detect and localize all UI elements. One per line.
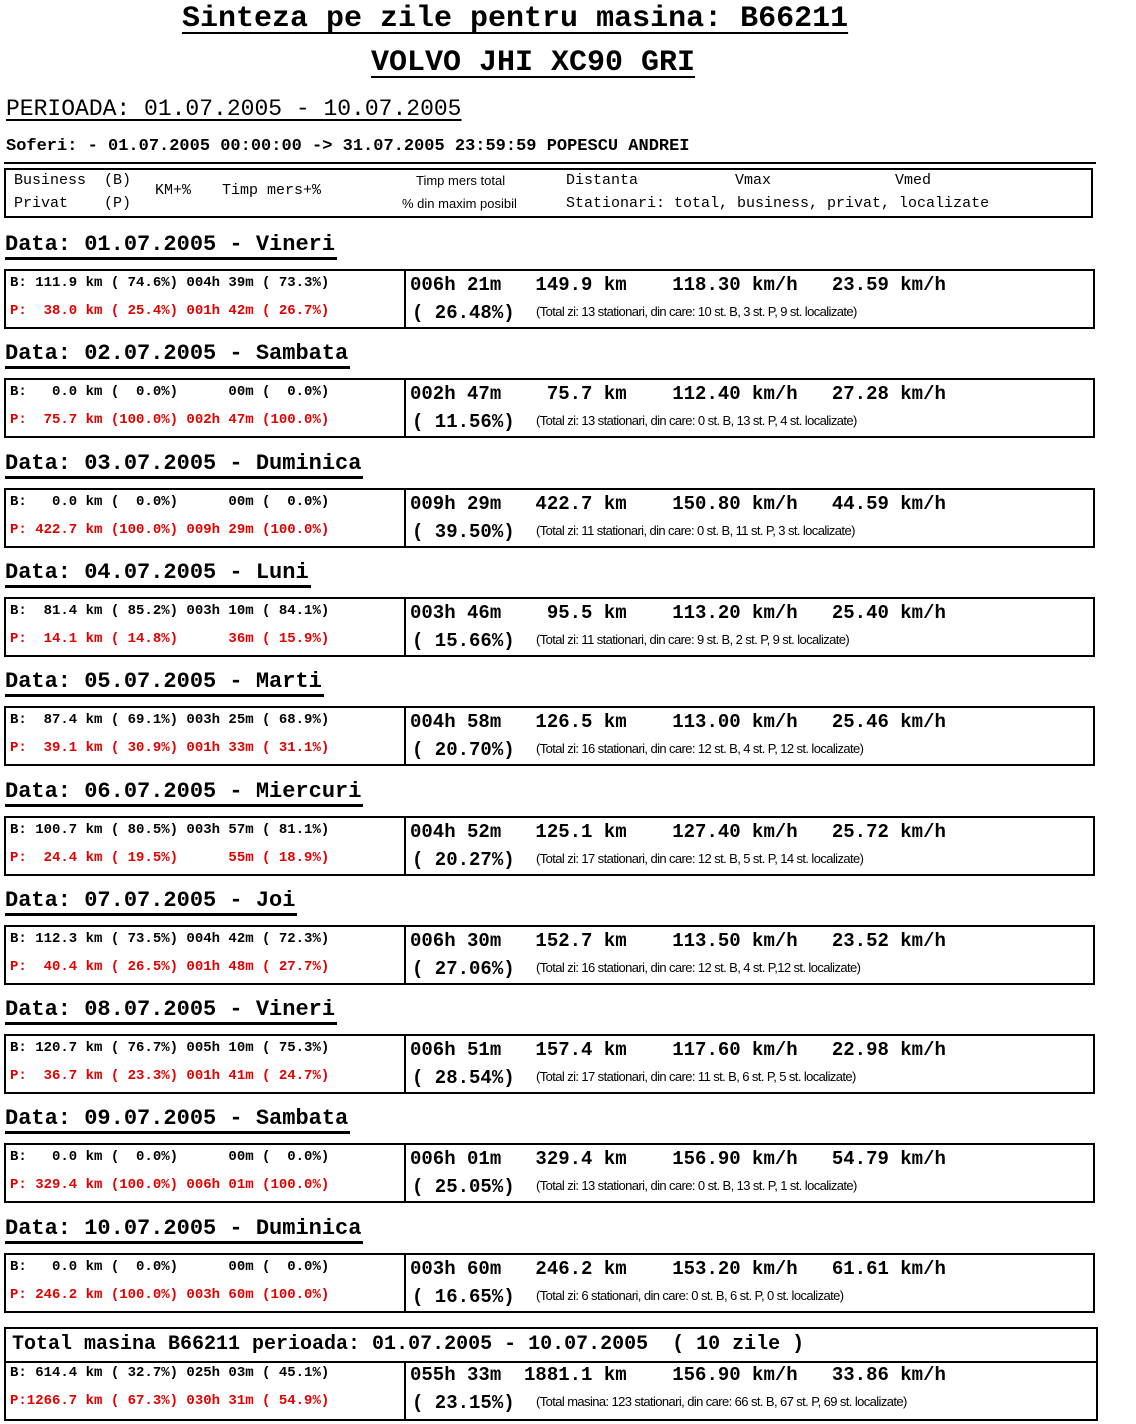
- day-stationary-note: (Total zi: 13 stationari, din care: 0 st. B, 13 st. P, 4 st. localizate): [536, 413, 857, 428]
- day-divider: [404, 1036, 406, 1092]
- day-stats: 003h 46m 95.5 km 113.20 km/h 25.40 km/h: [410, 602, 946, 624]
- business-row: B: 0.0 km ( 0.0%) 00m ( 0.0%): [10, 494, 330, 510]
- day-pct: ( 11.56%): [412, 411, 515, 433]
- total-pct: ( 23.15%): [412, 1392, 515, 1414]
- day-summary-box: [4, 597, 1095, 657]
- day-heading: Data: 01.07.2005 - Vineri: [5, 233, 337, 260]
- vehicle-title: VOLVO JHI XC90 GRI: [371, 46, 696, 80]
- legend-vmed: Vmed: [895, 172, 932, 189]
- day-divider: [404, 490, 406, 546]
- business-row: B: 0.0 km ( 0.0%) 00m ( 0.0%): [10, 384, 330, 400]
- day-stationary-note: (Total zi: 6 stationari, din care: 0 st. B, 6 st. P, 0 st. localizate): [536, 1288, 844, 1303]
- day-summary-box: [4, 706, 1095, 766]
- drivers-label: Soferi: - 01.07.2005 00:00:00 -> 31.07.2005 23:59:59 POPESCU ANDREI: [6, 137, 690, 156]
- private-row: P: 24.4 km ( 19.5%) 55m ( 18.9%): [10, 850, 330, 866]
- private-row: P: 246.2 km (100.0%) 003h 60m (100.0%): [10, 1287, 330, 1303]
- legend-private: Privat (P): [14, 195, 132, 212]
- day-divider: [404, 927, 406, 983]
- day-heading: Data: 05.07.2005 - Marti: [5, 670, 324, 697]
- total-note: (Total masina: 123 stationari, din care: 66 st. B, 67 st. P, 69 st. localizate): [536, 1394, 907, 1409]
- day-summary-box: [4, 1143, 1095, 1203]
- day-heading: Data: 09.07.2005 - Sambata: [5, 1107, 350, 1134]
- day-summary-box: [4, 1034, 1095, 1094]
- day-summary-box: [4, 1253, 1095, 1313]
- business-row: B: 120.7 km ( 76.7%) 005h 10m ( 75.3%): [10, 1040, 330, 1056]
- day-stationary-note: (Total zi: 16 stationari, din care: 12 st. B, 4 st. P,12 st. localizate): [536, 960, 861, 975]
- day-stationary-note: (Total zi: 11 stationari, din care: 9 st. B, 2 st. P, 9 st. localizate): [536, 632, 850, 647]
- day-stats: 006h 01m 329.4 km 156.90 km/h 54.79 km/h: [410, 1148, 946, 1170]
- private-row: P: 38.0 km ( 25.4%) 001h 42m ( 26.7%): [10, 303, 330, 319]
- day-pct: ( 20.70%): [412, 739, 515, 761]
- day-heading: Data: 08.07.2005 - Vineri: [5, 998, 337, 1025]
- day-pct: ( 16.65%): [412, 1286, 515, 1308]
- day-heading: Data: 07.07.2005 - Joi: [5, 889, 297, 916]
- day-divider: [404, 599, 406, 655]
- day-summary-box: [4, 925, 1095, 985]
- business-row: B: 112.3 km ( 73.5%) 004h 42m ( 72.3%): [10, 931, 330, 947]
- legend-box: [4, 168, 1093, 218]
- day-heading: Data: 10.07.2005 - Duminica: [5, 1217, 363, 1244]
- header-divider: [4, 162, 1096, 164]
- day-summary-box: [4, 816, 1095, 876]
- day-stationary-note: (Total zi: 13 stationari, din care: 10 st. B, 3 st. P, 9 st. localizate): [536, 304, 857, 319]
- day-divider: [404, 271, 406, 327]
- private-row: P: 39.1 km ( 30.9%) 001h 33m ( 31.1%): [10, 740, 330, 756]
- business-row: B: 0.0 km ( 0.0%) 00m ( 0.0%): [10, 1259, 330, 1275]
- day-divider: [404, 708, 406, 764]
- legend-time: Timp mers+%: [222, 182, 322, 199]
- total-business: B: 614.4 km ( 32.7%) 025h 03m ( 45.1%): [10, 1365, 330, 1381]
- day-summary-box: [4, 269, 1095, 329]
- day-heading: Data: 02.07.2005 - Sambata: [5, 342, 350, 369]
- day-divider: [404, 380, 406, 436]
- day-stationary-note: (Total zi: 13 stationari, din care: 0 st. B, 13 st. P, 1 st. localizate): [536, 1178, 857, 1193]
- private-row: P: 75.7 km (100.0%) 002h 47m (100.0%): [10, 412, 330, 428]
- day-heading: Data: 04.07.2005 - Luni: [5, 561, 311, 588]
- day-stats: 004h 52m 125.1 km 127.40 km/h 25.72 km/h: [410, 821, 946, 843]
- business-row: B: 111.9 km ( 74.6%) 004h 39m ( 73.3%): [10, 275, 330, 291]
- day-stationary-note: (Total zi: 16 stationari, din care: 12 st. B, 4 st. P, 12 st. localizate): [536, 741, 864, 756]
- day-pct: ( 26.48%): [412, 302, 515, 324]
- day-pct: ( 28.54%): [412, 1067, 515, 1089]
- day-stats: 002h 47m 75.7 km 112.40 km/h 27.28 km/h: [410, 383, 946, 405]
- legend-total-time: Timp mers total: [416, 173, 506, 188]
- total-box: [4, 1327, 1098, 1421]
- day-divider: [404, 1255, 406, 1311]
- day-stats: 006h 21m 149.9 km 118.30 km/h 23.59 km/h: [410, 274, 946, 296]
- day-heading: Data: 03.07.2005 - Duminica: [5, 452, 363, 479]
- total-private: P:1266.7 km ( 67.3%) 030h 31m ( 54.9%): [10, 1393, 330, 1409]
- legend-pct-max: % din maxim posibil: [402, 196, 517, 211]
- legend-stationary: Stationari: total, business, privat, localizate: [566, 195, 990, 212]
- day-stationary-note: (Total zi: 17 stationari, din care: 12 st. B, 5 st. P, 14 st. localizate): [536, 851, 864, 866]
- legend-business: Business (B): [14, 172, 132, 189]
- business-row: B: 100.7 km ( 80.5%) 003h 57m ( 81.1%): [10, 822, 330, 838]
- business-row: B: 81.4 km ( 85.2%) 003h 10m ( 84.1%): [10, 603, 330, 619]
- day-stats: 004h 58m 126.5 km 113.00 km/h 25.46 km/h: [410, 711, 946, 733]
- total-header: Total masina B66211 perioada: 01.07.2005 - 10.07.2005 ( 10 zile ): [12, 1333, 805, 1356]
- day-divider: [404, 818, 406, 874]
- business-row: B: 0.0 km ( 0.0%) 00m ( 0.0%): [10, 1149, 330, 1165]
- private-row: P: 14.1 km ( 14.8%) 36m ( 15.9%): [10, 631, 330, 647]
- day-stats: 006h 30m 152.7 km 113.50 km/h 23.52 km/h: [410, 930, 946, 952]
- private-row: P: 36.7 km ( 23.3%) 001h 41m ( 24.7%): [10, 1068, 330, 1084]
- legend-vmax: Vmax: [735, 172, 772, 189]
- day-stats: 006h 51m 157.4 km 117.60 km/h 22.98 km/h: [410, 1039, 946, 1061]
- legend-km: KM+%: [155, 182, 192, 199]
- day-divider: [404, 1145, 406, 1201]
- total-divider: [404, 1361, 406, 1421]
- day-pct: ( 15.66%): [412, 630, 515, 652]
- day-summary-box: [4, 378, 1095, 438]
- private-row: P: 422.7 km (100.0%) 009h 29m (100.0%): [10, 522, 330, 538]
- period-label: PERIOADA: 01.07.2005 - 10.07.2005: [6, 96, 462, 122]
- day-heading: Data: 06.07.2005 - Miercuri: [5, 780, 363, 807]
- day-stationary-note: (Total zi: 11 stationari, din care: 0 st. B, 11 st. P, 3 st. localizate): [536, 523, 855, 538]
- day-stats: 009h 29m 422.7 km 150.80 km/h 44.59 km/h: [410, 493, 946, 515]
- total-stats: 055h 33m 1881.1 km 156.90 km/h 33.86 km/h: [410, 1364, 946, 1386]
- day-stats: 003h 60m 246.2 km 153.20 km/h 61.61 km/h: [410, 1258, 946, 1280]
- business-row: B: 87.4 km ( 69.1%) 003h 25m ( 68.9%): [10, 712, 330, 728]
- day-pct: ( 39.50%): [412, 521, 515, 543]
- legend-distance: Distanta: [566, 172, 639, 189]
- day-summary-box: [4, 488, 1095, 548]
- day-pct: ( 25.05%): [412, 1176, 515, 1198]
- day-stationary-note: (Total zi: 17 stationari, din care: 11 st. B, 6 st. P, 5 st. localizate): [536, 1069, 856, 1084]
- private-row: P: 329.4 km (100.0%) 006h 01m (100.0%): [10, 1177, 330, 1193]
- day-pct: ( 27.06%): [412, 958, 515, 980]
- day-pct: ( 20.27%): [412, 849, 515, 871]
- private-row: P: 40.4 km ( 26.5%) 001h 48m ( 27.7%): [10, 959, 330, 975]
- report-title: Sinteza pe zile pentru masina: B66211: [182, 2, 849, 36]
